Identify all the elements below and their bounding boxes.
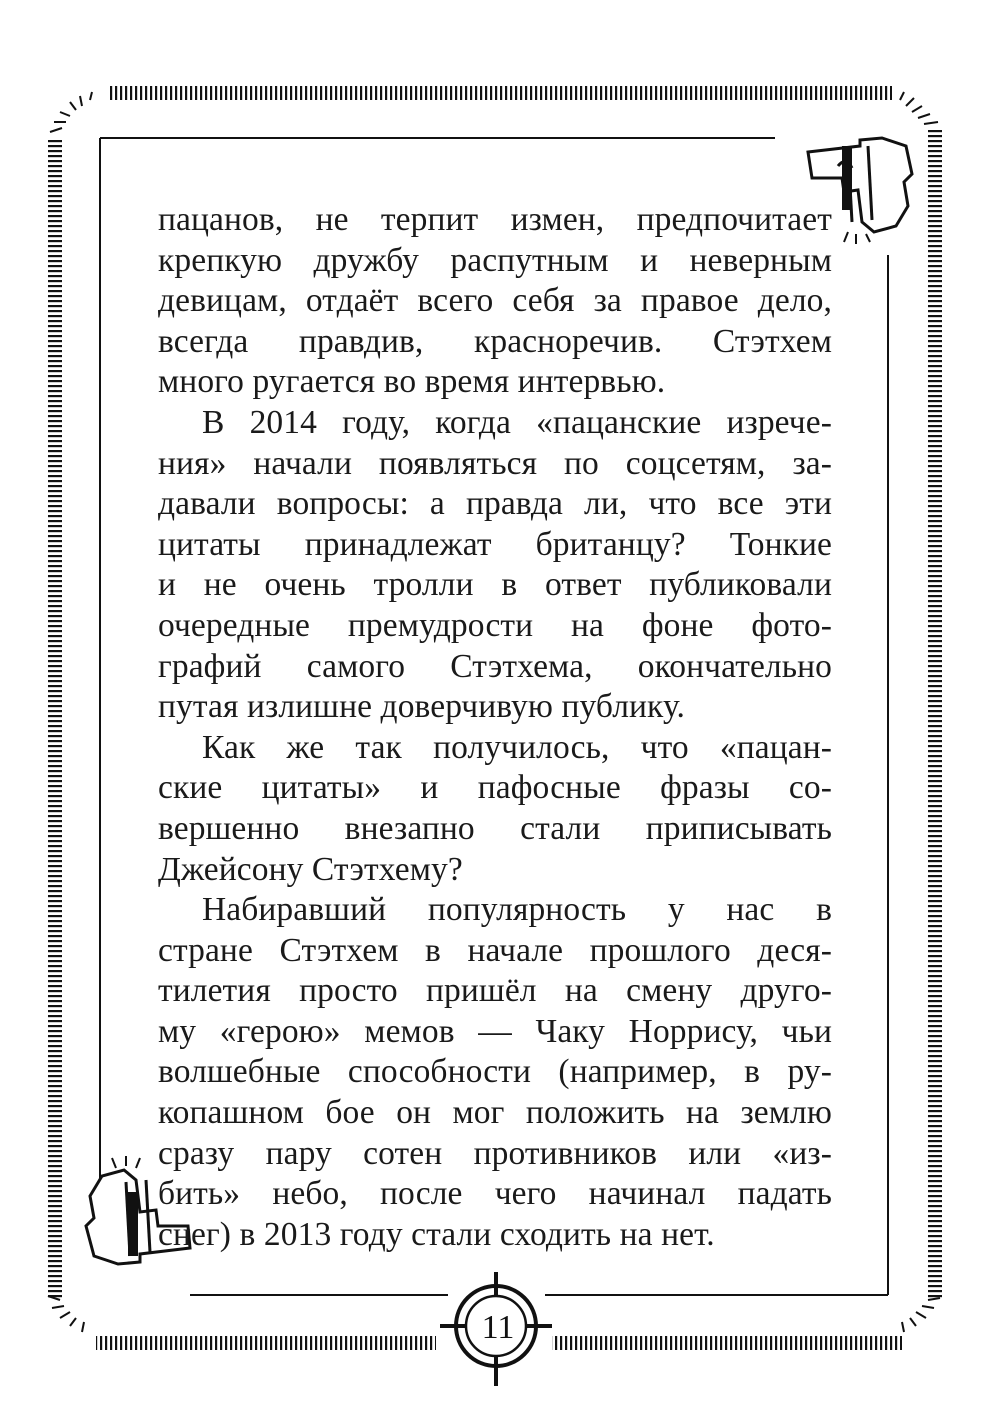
paragraph <box>158 728 832 769</box>
text-line: ния» начали появляться по соцсетям, за- <box>158 444 832 482</box>
paragraph <box>158 444 832 485</box>
text-line: давали вопросы: а правда ли, что все эти <box>158 485 832 523</box>
paragraph <box>158 971 832 1012</box>
paragraph <box>158 1134 832 1175</box>
paragraph-last-line <box>158 1215 832 1256</box>
paragraph <box>158 403 832 444</box>
paragraph <box>158 606 832 647</box>
text-line: графий самого Стэтхема, окончательно <box>158 647 832 685</box>
paragraph <box>158 565 832 606</box>
paragraph <box>158 1093 832 1134</box>
paragraph <box>158 931 832 972</box>
paragraph <box>158 1012 832 1053</box>
text-line: копашном бое он мог положить на землю <box>158 1094 832 1132</box>
hatch-top <box>108 86 892 100</box>
text-line: сразу пару сотен противников или «из- <box>158 1134 832 1172</box>
text-line: много ругается во время интервью. <box>158 363 666 401</box>
hatch-bottom-right <box>552 1336 902 1350</box>
text-line: путая излишне доверчивую публику. <box>158 688 685 726</box>
text-line: стране Стэтхем в начале прошлого деся- <box>158 931 832 969</box>
paragraph <box>158 1052 832 1093</box>
corner-burst-bottom-left <box>48 1296 84 1332</box>
paragraph <box>158 200 832 362</box>
text-line: Набиравший популярность у нас в <box>202 891 832 929</box>
hatch-right <box>928 130 942 1300</box>
paragraph <box>158 484 832 525</box>
paragraph <box>158 1174 832 1215</box>
text-line: девицам, отдаёт всего себя за правое дело, <box>158 282 832 320</box>
text-line: тилетия просто пришёл на смену друго- <box>158 972 832 1010</box>
text-line: и не очень тролли в ответ публиковали <box>158 566 832 604</box>
text-line: крепкую дружбу распутным и неверным <box>158 241 832 279</box>
paragraph-last-line <box>158 362 832 403</box>
corner-burst-top-left <box>50 92 92 132</box>
paragraph <box>158 647 832 688</box>
paragraph <box>158 525 832 566</box>
paragraph <box>158 809 832 850</box>
body-text <box>158 200 832 1255</box>
corner-burst-bottom-right <box>902 1298 940 1332</box>
page-number: 11 <box>481 1309 515 1346</box>
text-line: цитаты принадлежат британцу? Тонкие <box>158 525 832 563</box>
text-line: бить» небо, после чего начинал падать <box>158 1175 832 1213</box>
hatch-left <box>48 140 62 1300</box>
text-line: Как же так получилось, что «пацан- <box>202 728 832 766</box>
text-line: Джейсону Стэтхему? <box>158 850 463 888</box>
paragraph <box>158 890 832 931</box>
corner-burst-top-right <box>900 92 938 124</box>
paragraph-last-line <box>158 687 832 728</box>
text-line: снег) в 2013 году стали сходить на нет. <box>158 1215 715 1253</box>
hatch-bottom-left <box>96 1336 436 1350</box>
text-line: ские цитаты» и пафосные фразы со- <box>158 769 832 807</box>
text-line: волшебные способности (например, в ру- <box>158 1053 832 1091</box>
text-line: всегда правдив, красноречив. Стэтхем <box>158 322 832 360</box>
text-line: вершенно внезапно стали приписывать <box>158 809 832 847</box>
text-line: пацанов, не терпит измен, предпочитает <box>158 201 832 238</box>
paragraph <box>158 768 832 809</box>
text-line: очередные премудрости на фоне фото- <box>158 606 832 644</box>
text-line: му «герою» мемов — Чаку Норрису, чьи <box>158 1012 832 1050</box>
paragraph-last-line <box>158 850 832 891</box>
text-line: В 2014 году, когда «пацанские изрече- <box>202 403 832 441</box>
